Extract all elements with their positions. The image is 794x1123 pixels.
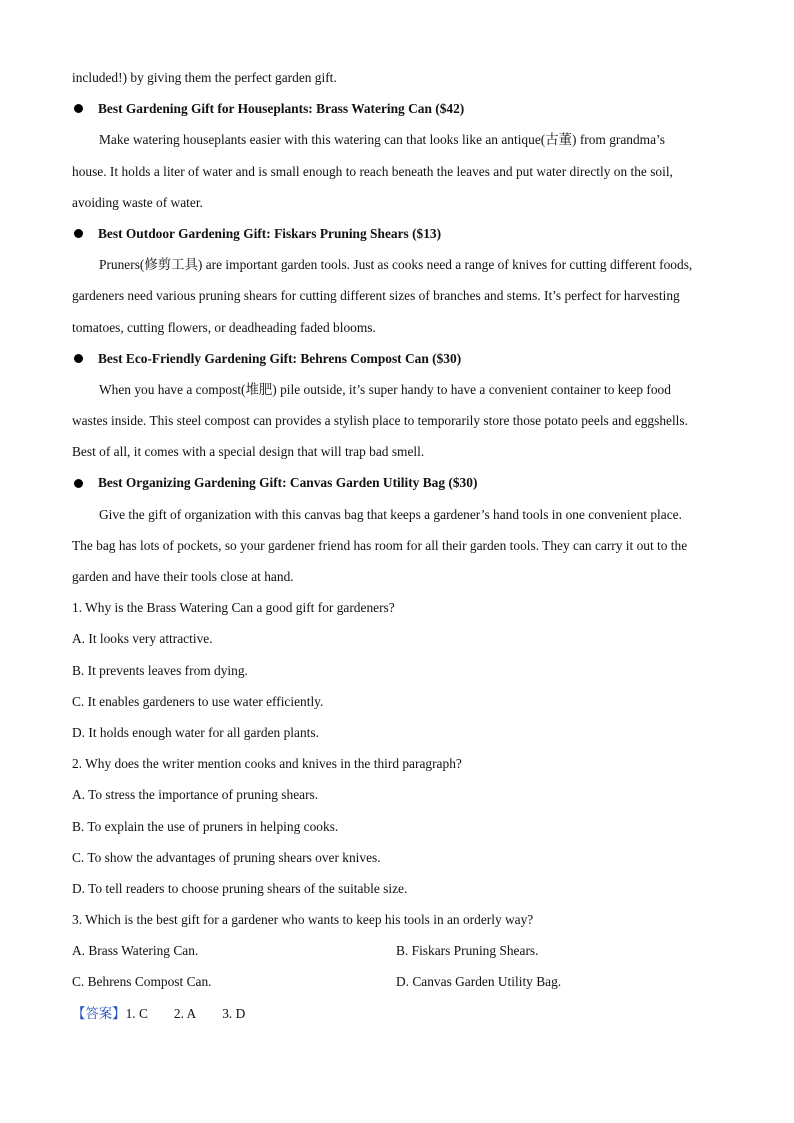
- section-heading-row: [72, 218, 724, 249]
- question-options-row: [72, 935, 724, 966]
- answer-item: 2. A: [173, 1005, 197, 1021]
- question-stem: 3. Which is the best gift for a gardener who wants to keep his tools in an orderly way?: [72, 912, 534, 928]
- paragraph-line: Best of all, it comes with a special design that will trap bad smell.: [72, 444, 425, 460]
- answer-item: 1. C: [125, 1005, 148, 1021]
- question-option: A. To stress the importance of pruning shears.: [72, 787, 319, 803]
- bullet-icon: [74, 229, 83, 238]
- question-3: [72, 904, 724, 998]
- paragraph-line: garden and have their tools close at hand.: [72, 569, 294, 584]
- document-page: [72, 62, 724, 1029]
- question-stem: 1. Why is the Brass Watering Can a good gift for gardeners?: [72, 600, 395, 616]
- paragraph-line: tomatoes, cutting flowers, or deadheading faded blooms.: [72, 319, 376, 335]
- question-option: D. To tell readers to choose pruning shears of the suitable size.: [72, 880, 408, 896]
- question-option: A. It looks very attractive.: [72, 631, 213, 647]
- question-option: D. Canvas Garden Utility Bag.: [396, 974, 562, 990]
- bullet-icon: [74, 479, 83, 488]
- paragraph-line: When you have a compost(堆肥) pile outside, it’s super handy to have a convenient container to keep food: [99, 381, 671, 397]
- question-option: C. It enables gardeners to use water efficiently.: [72, 693, 324, 709]
- answer-label: 【答案】: [72, 1005, 126, 1021]
- section-heading-row: [72, 467, 724, 498]
- bullet-icon: [74, 354, 83, 363]
- question-option: C. To show the advantages of pruning shears over knives.: [72, 849, 381, 865]
- section-heading: Best Gardening Gift for Houseplants: Brass Watering Can ($42): [98, 101, 465, 117]
- question-option: B. To explain the use of pruners in helping cooks.: [72, 818, 339, 834]
- answer-key: [72, 998, 724, 1029]
- paragraph-line: avoiding waste of water.: [72, 194, 203, 210]
- section-pruning-shears: [72, 218, 724, 343]
- question-2: [72, 748, 724, 904]
- question-option: D. It holds enough water for all garden plants.: [72, 724, 319, 740]
- question-option: B. Fiskars Pruning Shears.: [396, 943, 539, 959]
- section-heading: Best Organizing Gardening Gift: Canvas Garden Utility Bag ($30): [98, 475, 478, 491]
- paragraph-line: gardeners need various pruning shears for cutting different sizes of branches and stems. It’s perfect for harvesting: [72, 288, 680, 304]
- section-compost-can: [72, 343, 724, 468]
- section-utility-bag: [72, 467, 724, 592]
- question-option: B. It prevents leaves from dying.: [72, 662, 248, 678]
- question-stem: 2. Why does the writer mention cooks and knives in the third paragraph?: [72, 756, 462, 772]
- section-heading: Best Eco-Friendly Gardening Gift: Behrens Compost Can ($30): [98, 350, 462, 366]
- paragraph-line: Pruners(修剪工具) are important garden tools. Just as cooks need a range of knives for cutting different foods,: [99, 257, 693, 273]
- section-heading-row: [72, 343, 724, 374]
- question-options-row: [72, 966, 724, 997]
- intro-tail: included!) by giving them the perfect garden gift.: [72, 70, 337, 85]
- section-heading-row: [72, 93, 724, 124]
- paragraph-line: wastes inside. This steel compost can provides a stylish place to temporarily store those potato peels and eggshells.: [72, 413, 688, 429]
- question-1: [72, 592, 724, 748]
- paragraph-line: The bag has lots of pockets, so your gardener friend has room for all their garden tools. They can carry it out to the: [72, 537, 688, 553]
- question-option: A. Brass Watering Can.: [72, 943, 199, 959]
- section-watering-can: [72, 93, 724, 218]
- paragraph-line: house. It holds a liter of water and is small enough to reach beneath the leaves and put water directly on the soil,: [72, 163, 673, 179]
- paragraph-line: Give the gift of organization with this canvas bag that keeps a gardener’s hand tools in one convenient place.: [99, 506, 682, 522]
- bullet-icon: [74, 104, 83, 113]
- section-heading: Best Outdoor Gardening Gift: Fiskars Pruning Shears ($13): [98, 225, 442, 241]
- paragraph-line: Make watering houseplants easier with this watering can that looks like an antique(古董) from grandma’s: [99, 132, 665, 148]
- answer-item: 3. D: [222, 1005, 246, 1021]
- question-option: C. Behrens Compost Can.: [72, 974, 212, 990]
